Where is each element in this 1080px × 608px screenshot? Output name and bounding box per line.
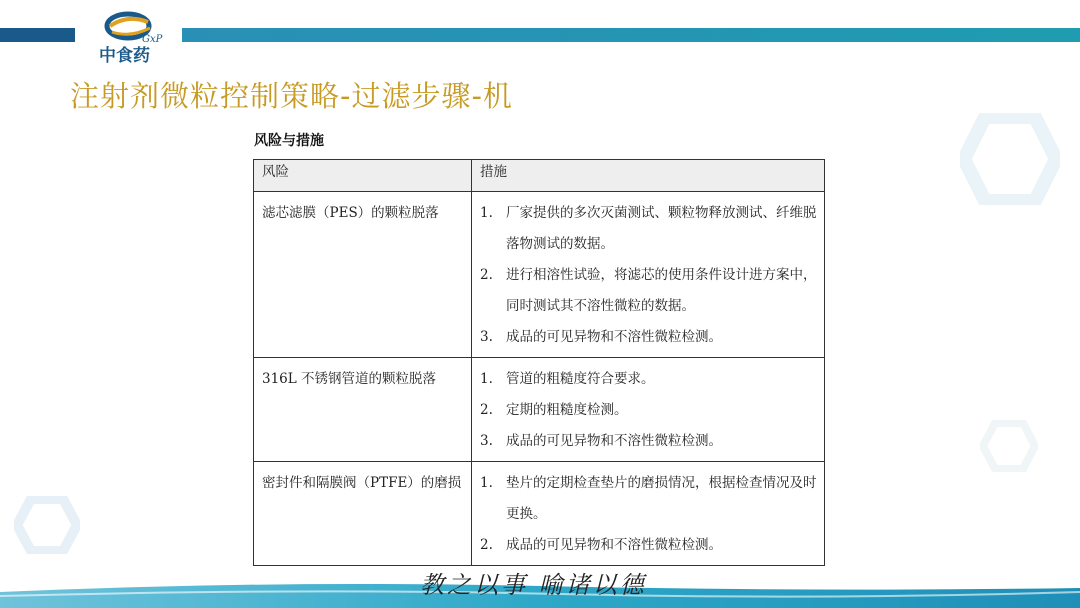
- table-row: [254, 462, 825, 566]
- risk-measure-table: [253, 159, 825, 566]
- measure-number: 1.: [480, 205, 493, 221]
- measure-number: 2.: [480, 537, 493, 553]
- measures-cell: [472, 192, 825, 358]
- logo-brand: 中食药: [99, 46, 150, 66]
- measures-cell: [472, 358, 825, 462]
- measure-text: 成品的可见异物和不溶性微粒检测。: [506, 329, 722, 345]
- measure-text: 垫片的定期检查垫片的磨损情况，根据检查情况及时更换。: [506, 475, 817, 522]
- measure-item: [480, 395, 818, 426]
- measure-text: 厂家提供的多次灭菌测试、颗粒物释放测试、纤维脱落物测试的数据。: [506, 205, 817, 252]
- header-measures: 措施: [472, 160, 825, 192]
- hexagon-decoration-large: [960, 113, 1060, 205]
- measure-number: 3.: [480, 433, 493, 449]
- measures-cell: [472, 462, 825, 566]
- header-risk: 风险: [254, 160, 472, 192]
- logo-tag: GxP: [142, 34, 163, 45]
- risk-cell: 密封件和隔膜阀（PTFE）的磨损: [254, 462, 472, 566]
- risk-cell: 滤芯滤膜（PES）的颗粒脱落: [254, 192, 472, 358]
- measure-text: 成品的可见异物和不溶性微粒检测。: [506, 537, 722, 553]
- measure-number: 2.: [480, 402, 493, 418]
- measure-number: 3.: [480, 329, 493, 345]
- measure-item: [480, 260, 818, 322]
- footer-slogan: 教之以事 喻诸以德: [420, 571, 647, 599]
- measure-number: 1.: [480, 475, 493, 491]
- measure-number: 1.: [480, 371, 493, 387]
- measure-item: [480, 426, 818, 457]
- company-logo: [92, 8, 170, 66]
- measure-number: 2.: [480, 267, 493, 283]
- risk-cell: 316L 不锈钢管道的颗粒脱落: [254, 358, 472, 462]
- measure-item: [480, 322, 818, 353]
- table-row: [254, 358, 825, 462]
- hexagon-decoration-small-right: [980, 420, 1038, 472]
- page-title: 注射剂微粒控制策略-过滤步骤-机: [70, 79, 513, 113]
- top-bar-right: [182, 28, 1080, 42]
- measure-item: [480, 468, 818, 530]
- measure-item: [480, 198, 818, 260]
- table-header-row: [254, 160, 825, 192]
- table-caption: 风险与措施: [254, 133, 324, 149]
- measure-text: 管道的粗糙度符合要求。: [506, 371, 655, 387]
- top-bar-left: [0, 28, 75, 42]
- measure-item: [480, 364, 818, 395]
- measure-text: 成品的可见异物和不溶性微粒检测。: [506, 433, 722, 449]
- table-row: [254, 192, 825, 358]
- measure-text: 进行相溶性试验，将滤芯的使用条件设计进方案中，同时测试其不溶性微粒的数据。: [506, 267, 817, 314]
- measure-text: 定期的粗糙度检测。: [506, 402, 628, 418]
- hexagon-decoration-small-left: [14, 496, 80, 554]
